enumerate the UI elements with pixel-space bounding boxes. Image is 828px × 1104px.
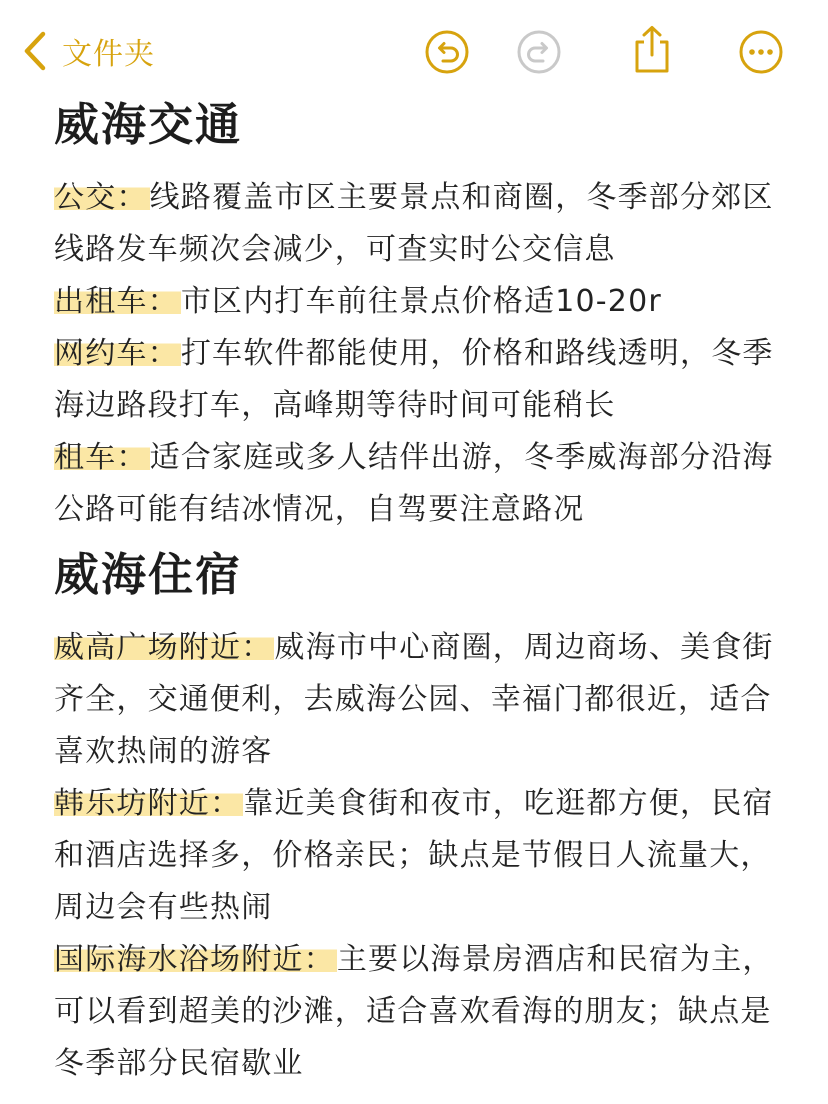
item-label: 出租车： — [54, 284, 179, 319]
list-item — [54, 172, 774, 276]
list-item — [54, 622, 774, 778]
item-text: 市区内打车前往景点价格适10-20r — [180, 284, 662, 319]
navigation-bar — [0, 0, 828, 100]
item-text: 威海市中心商圈，周边商场、美食街齐全，交通便利，去威海公园、幸福门都很近，适合喜欢热闹的游客 — [54, 630, 774, 769]
item-label: 威高广场附近： — [54, 630, 273, 665]
list-item — [54, 432, 774, 536]
section-heading-lodging: 威海住宿 — [54, 548, 243, 601]
share-button[interactable] — [629, 24, 675, 76]
list-item — [54, 778, 774, 934]
item-label: 国际海水浴场附近： — [54, 942, 335, 977]
list-item — [54, 934, 774, 1090]
item-label: 租车： — [54, 440, 148, 475]
chevron-left-icon — [22, 30, 48, 72]
item-label: 网约车： — [54, 336, 179, 371]
undo-icon — [424, 29, 470, 75]
item-text: 适合家庭或多人结伴出游，冬季威海部分沿海公路可能有结冰情况，自驾要注意路况 — [54, 440, 774, 527]
item-text: 靠近美食街和夜市，吃逛都方便，民宿和酒店选择多，价格亲民；缺点是节假日人流量大，周边会有些热闹 — [54, 786, 774, 925]
redo-icon — [516, 29, 562, 75]
list-item — [54, 328, 774, 432]
note-content[interactable] — [54, 92, 774, 1090]
undo-button[interactable] — [424, 29, 470, 75]
section-heading-transport: 威海交通 — [54, 98, 243, 151]
item-text: 线路覆盖市区主要景点和商圈，冬季部分郊区线路发车频次会减少，可查实时公交信息 — [54, 180, 774, 267]
redo-button[interactable] — [516, 29, 562, 75]
back-label: 文件夹 — [62, 37, 155, 72]
item-text: 主要以海景房酒店和民宿为主，可以看到超美的沙滩，适合喜欢看海的朋友；缺点是冬季部分民宿歇业 — [54, 942, 774, 1081]
back-button[interactable] — [22, 28, 155, 74]
more-icon — [738, 29, 784, 75]
item-text: 打车软件都能使用，价格和路线透明，冬季海边路段打车，高峰期等待时间可能稍长 — [54, 336, 774, 423]
list-item — [54, 276, 774, 328]
more-button[interactable] — [738, 29, 784, 75]
item-label: 公交： — [54, 180, 148, 215]
share-icon — [629, 24, 675, 76]
item-label: 韩乐坊附近： — [54, 786, 242, 821]
